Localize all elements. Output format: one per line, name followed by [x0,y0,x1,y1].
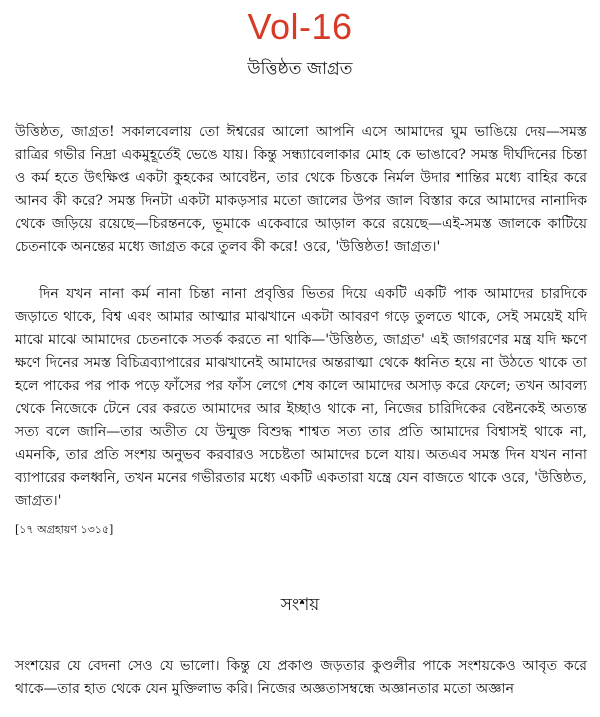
paragraph-1: উত্তিষ্ঠত, জাগ্রত! সকালবেলায় তো ঈশ্বরের আলো আপনি এসে আমাদের ঘুম ভাঙিয়ে দেয়—সমস্ত রাত্রির গভীর নিদ্রা একমুহূর্তেই ভেঙে যায়। কিন্তু সন্ধ্যাবেলাকার মোহ কে ভাঙাবে? সমস্ত দীর্ঘদিনের চিন্তা ও কর্ম হতে উৎক্ষিপ্ত একটা কুহকের আবেষ্টন, তার থেকে চিত্তকে নির্মল উদার শান্তির মধ্যে বাহির করে আনব কী করে? সমস্ত দিনটা একটা মাকড়সার মতো জালের উপর জাল বিস্তার করে আমাদের নানাদিক থেকে জড়িয়ে রয়েছে—চিরন্তনকে, ভূমাকে একেবারে আড়াল করে রয়েছে—এই-সমস্ত জালকে কাটিয়ে চেতনাকে অনন্তের মধ্যে জাগ্রত করে তুলব কী করে! ওরে, 'উত্তিষ্ঠত! জাগ্রত।' [15,124,587,255]
paragraph-3: সংশয়ের যে বেদনা সেও যে ভালো। কিন্তু যে প্রকাণ্ড জড়তার কুণ্ডলীর পাকে সংশয়কেও আবৃত করে থাকে—তার হাত থেকে যেন মুক্তিলাভ করি। নিজের অজ্ঞতাসম্বন্ধে অজ্ঞানতার মতো অজ্ঞান [15,658,587,697]
chapter-title: উত্তিষ্ঠত জাগ্রত [247,59,353,79]
volume-label: Vol-16 [247,6,353,47]
paragraph-2: দিন যখন নানা কর্ম নানা চিন্তা নানা প্রবৃত্তির ভিতর দিয়ে একটি একটি পাক আমাদের চারদিকে জড়াতে থাকে, বিশ্ব এবং আমার আত্মার মাঝখানে একটা আবরণ গড়ে তুলতে থাকে, সেই সময়েই যদি মাঝে মাঝে আমাদের চেতনাকে সতর্ক করতে না থাকি—'উত্তিষ্ঠত, জাগ্রত' এই জাগরণের মন্ত্র যদি ক্ষণে ক্ষণে দিনের সমস্ত বিচিত্রব্যাপারের মাঝখানেই আমাদের অন্তরাত্মা থেকে ধ্বনিত হয়ে না উঠতে থাকে তা হলে পাকের পর পাক পড়ে ফাঁসের পর ফাঁস লেগে শেষ কালে আমাদের অসাড় করে ফেলে; তখন আবল্য থেকে নিজেকে টেনে বের করতে আমাদের আর ইচ্ছাও থাকে না, নিজের চারিদিকের বেষ্টনকেই অত্যন্ত সত্য বলে জানি—তার অতীত যে উন্মুক্ত বিশুদ্ধ শাশ্বত সত্য তার প্রতি আমাদের বিশ্বাসই থাকে না, এমনকি, তার প্রতি সংশয় অনুভব করবারও সচেষ্টতা আমাদের চলে যায়। অতএব সমস্ত দিন যখন নানা ব্যাপারের কলধ্বনি, তখন মনের গভীরতার মধ্যে একটি একতারা যন্ত্রে যেন বাজতে থাকে ওরে, 'উত্তিষ্ঠত, জাগ্রত।' [15,286,587,509]
section-heading: সংশয় [280,595,320,615]
date-note: [১৭ অগ্রহায়ণ ১৩১৫] [15,523,114,536]
